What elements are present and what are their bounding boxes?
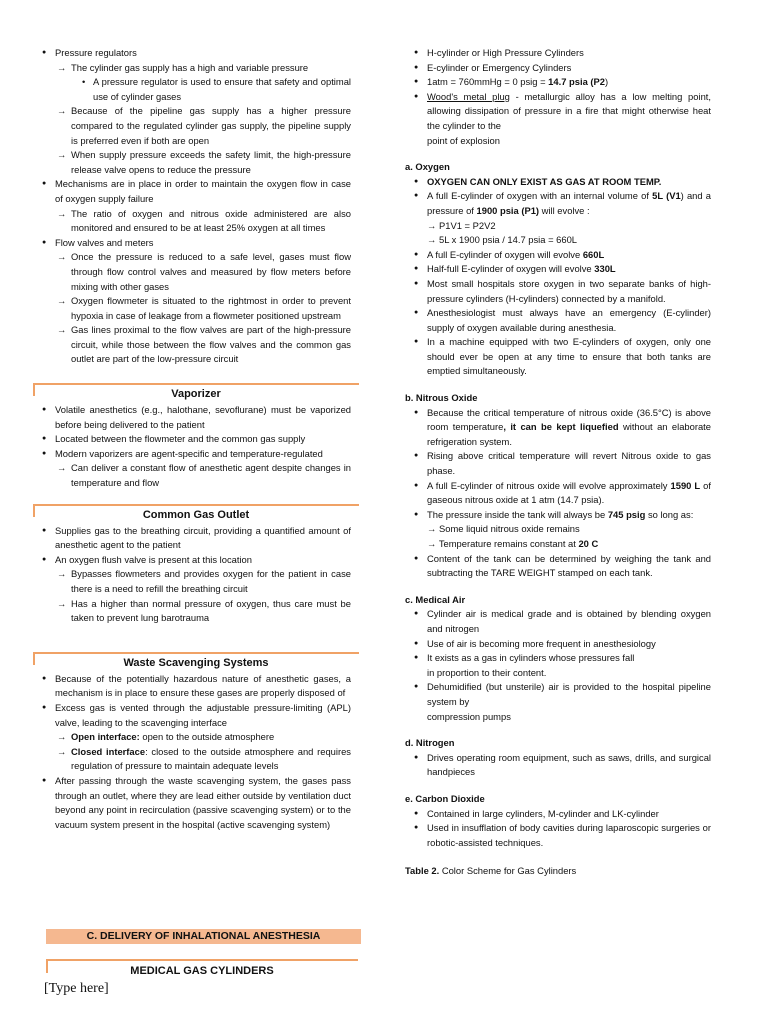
arrow-item: → Has a higher than normal pressure of oxygen, thus care must be taken to prevent lung barotrauma bbox=[57, 597, 351, 624]
bullet: ● In a machine equipped with two E-cylinders of oxygen, only one should ever be open at any time to ensure that both tanks are emptied simultaneously. bbox=[405, 335, 711, 379]
arrow-item: → Once the pressure is reduced to a safe level, gases must flow through flow control valves and measured by flow meters before mixing with other gases bbox=[57, 251, 351, 292]
arrow-glyph: → bbox=[57, 324, 67, 336]
bullet-woods-metal: ● Wood's metal plug - metallurgic alloy has a low melting point, allowing dissipation of pressure in a fire that might otherwise heat the cylinder to the bbox=[405, 90, 711, 134]
heading-nitrogen: d. Nitrogen bbox=[405, 737, 455, 749]
arrow-item: → Because of the pipeline gas supply has a higher pressure compared to the regulated cylinder gas supply, the pipeline supply is preferred even if both are open bbox=[57, 105, 351, 146]
arrow-glyph: → bbox=[57, 731, 67, 743]
bullet: ● Rising above critical temperature will revert Nitrous oxide to gas phase. bbox=[405, 449, 711, 478]
bullet: ● Volatile anesthetics (e.g., halothane, sevoflurane) must be vaporized before being delivered to the patient bbox=[33, 403, 351, 432]
arrow-item: → The ratio of oxygen and nitrous oxide administered are also monitored and ensured to be at least 25% oxygen at all times bbox=[57, 207, 351, 234]
arrow-item: → The cylinder gas supply has a high and variable pressure bbox=[33, 61, 351, 76]
bullet: ● Used in insufflation of body cavities during laparoscopic surgeries or robotic-assisted techniques. bbox=[405, 821, 711, 850]
equation: → 5L x 1900 psia / 14.7 psia = 660L bbox=[427, 234, 578, 246]
footer-placeholder: [Type here] bbox=[44, 981, 109, 996]
left-column bbox=[33, 46, 351, 832]
sub-item: → Some liquid nitrous oxide remains bbox=[427, 523, 580, 535]
bullet: ● A full E-cylinder of oxygen will evolve 660L bbox=[405, 248, 711, 263]
heading-oxygen: a. Oxygen bbox=[405, 161, 450, 173]
bullet: ● H-cylinder or High Pressure Cylinders bbox=[405, 46, 711, 61]
bullet: ● Dehumidified (but unsterile) air is provided to the hospital pipeline system by bbox=[405, 680, 711, 709]
arrow-item: → Gas lines proximal to the flow valves are part of the high-pressure circuit, while those between the flow valves and the common gas outlet are part of the low-pressure circuit bbox=[57, 324, 351, 365]
bullet-flow-valves: ● Flow valves and meters bbox=[33, 236, 351, 251]
table-caption: Table 2. Color Scheme for Gas Cylinders bbox=[405, 865, 577, 877]
continuation: point of explosion bbox=[427, 134, 500, 146]
arrow-item-open-interface: → Open interface: open to the outside atmosphere bbox=[33, 730, 351, 745]
bullet: ● After passing through the waste scavenging system, the gases pass through an outlet, where they are lead either outside by ventilation duct beyond any point in recirculation (passive scavenging system) or to the vacuum system present in the hospital (active scavenging system) bbox=[33, 774, 351, 832]
bullet: ● Anesthesiologist must always have an emergency (E-cylinder) supply of oxygen available during anesthesia. bbox=[405, 306, 711, 335]
arrow-item-closed-interface: → Closed interface: closed to the outside atmosphere and requires regulation of pressure to maintain adequate levels bbox=[57, 745, 351, 772]
continuation: in proportion to their content. bbox=[427, 666, 547, 678]
bullet: ● It exists as a gas in cylinders whose pressures fall bbox=[405, 651, 711, 666]
arrow-glyph: → bbox=[57, 149, 67, 161]
arrow-glyph: → bbox=[57, 568, 67, 580]
bullet: ● A full E-cylinder of nitrous oxide will evolve approximately 1590 L of gaseous nitrous oxide at 1 atm (14.7 psia). bbox=[405, 479, 711, 508]
bullet: ● Contained in large cylinders, M-cylinder and LK-cylinder bbox=[405, 807, 711, 822]
sub-bullet: • A pressure regulator is used to ensure that safety and optimal use of cylinder gases bbox=[33, 75, 351, 104]
bullet: ● Cylinder air is medical grade and is obtained by blending oxygen and nitrogen bbox=[405, 607, 711, 636]
arrow-item: → Can deliver a constant flow of anesthetic agent despite changes in temperature and flow bbox=[57, 462, 351, 489]
section-heading-vaporizer: Vaporizer bbox=[33, 383, 359, 402]
bullet: ● Modern vaporizers are agent-specific and temperature-regulated bbox=[33, 447, 351, 462]
heading-carbon-dioxide: e. Carbon Dioxide bbox=[405, 792, 485, 804]
bullet: ● E-cylinder or Emergency Cylinders bbox=[405, 61, 711, 76]
section-heading-medical-gas-cylinders: MEDICAL GAS CYLINDERS bbox=[46, 959, 358, 979]
bullet: ● Supplies gas to the breathing circuit, providing a quantified amount of anesthetic agent to the patient bbox=[33, 524, 351, 553]
woods-metal-link[interactable]: Wood's metal plug bbox=[427, 90, 510, 102]
arrow-item: → Bypasses flowmeters and provides oxygen for the patient in case there is a need to refill the breathing circuit bbox=[57, 568, 351, 594]
bullet-mechanisms: ● Mechanisms are in place in order to maintain the oxygen flow in case of oxygen supply failure bbox=[33, 177, 351, 206]
bullet: ● Drives operating room equipment, such as saws, drills, and surgical handpieces bbox=[405, 751, 711, 780]
arrow-glyph: → bbox=[57, 295, 67, 307]
bullet: ● Use of air is becoming more frequent in anesthesiology bbox=[405, 637, 711, 652]
arrow-glyph: → bbox=[57, 61, 67, 73]
bullet: ● Content of the tank can be determined by weighing the tank and subtracting the TARE WEIGHT stamped on each tank. bbox=[405, 552, 711, 581]
arrow-item: → Oxygen flowmeter is situated to the rightmost in order to prevent hypoxia in case of leakage from a flowmeter positioned upstream bbox=[57, 295, 351, 321]
arrow-item: → When supply pressure exceeds the safety limit, the high-pressure release valve opens to reduce the pressure bbox=[57, 149, 351, 175]
arrow-glyph: → bbox=[57, 745, 67, 757]
bullet: ● An oxygen flush valve is present at this location bbox=[33, 553, 351, 568]
right-column bbox=[405, 46, 711, 879]
section-band-delivery: C. DELIVERY OF INHALATIONAL ANESTHESIA bbox=[46, 929, 361, 944]
equation: → P1V1 = P2V2 bbox=[427, 219, 496, 231]
bullet: ● The pressure inside the tank will always be 745 psig so long as: bbox=[405, 508, 711, 523]
bullet-full-e-cylinder: ● A full E-cylinder of oxygen with an internal volume of 5L (V1) and a pressure of 1900 psia (P1) will evolve : bbox=[405, 189, 711, 218]
arrow-glyph: → bbox=[57, 597, 67, 609]
bullet: ● Half-full E-cylinder of oxygen will evolve 330L bbox=[405, 262, 711, 277]
section-heading-common-gas-outlet: Common Gas Outlet bbox=[33, 504, 359, 523]
continuation: compression pumps bbox=[427, 710, 511, 722]
arrow-glyph: → bbox=[57, 251, 67, 263]
bullet: ● Most small hospitals store oxygen in two separate banks of high-pressure cylinders (H-cylinders) connected by a manifold. bbox=[405, 277, 711, 306]
bullet-pressure-regulators: ● Pressure regulators bbox=[33, 46, 351, 61]
bullet-atm: ● 1atm = 760mmHg = 0 psig = 14.7 psia (P2) bbox=[405, 75, 711, 90]
bullet-oxygen-caps: ● OXYGEN CAN ONLY EXIST AS GAS AT ROOM TEMP. bbox=[405, 175, 711, 190]
sub-item: → Temperature remains constant at 20 C bbox=[427, 538, 599, 549]
bullet: ● Located between the flowmeter and the common gas supply bbox=[33, 432, 351, 447]
bullet: ● Because of the potentially hazardous nature of anesthetic gases, a mechanism is in place to ensure these gases are properly disposed of bbox=[33, 672, 351, 701]
bullet: ● Excess gas is vented through the adjustable pressure-limiting (APL) valve, leading to the scavenging interface bbox=[33, 701, 351, 730]
heading-nitrous-oxide: b. Nitrous Oxide bbox=[405, 392, 478, 404]
bullet: ● Because the critical temperature of nitrous oxide (36.5°C) is above room temperature, it can be kept liquefied without an elaborate refrigeration system. bbox=[405, 406, 711, 450]
section-heading-waste-scavenging: Waste Scavenging Systems bbox=[33, 652, 359, 671]
arrow-glyph: → bbox=[57, 207, 67, 219]
arrow-glyph: → bbox=[57, 462, 67, 474]
heading-medical-air: c. Medical Air bbox=[405, 593, 466, 605]
arrow-glyph: → bbox=[57, 105, 67, 117]
